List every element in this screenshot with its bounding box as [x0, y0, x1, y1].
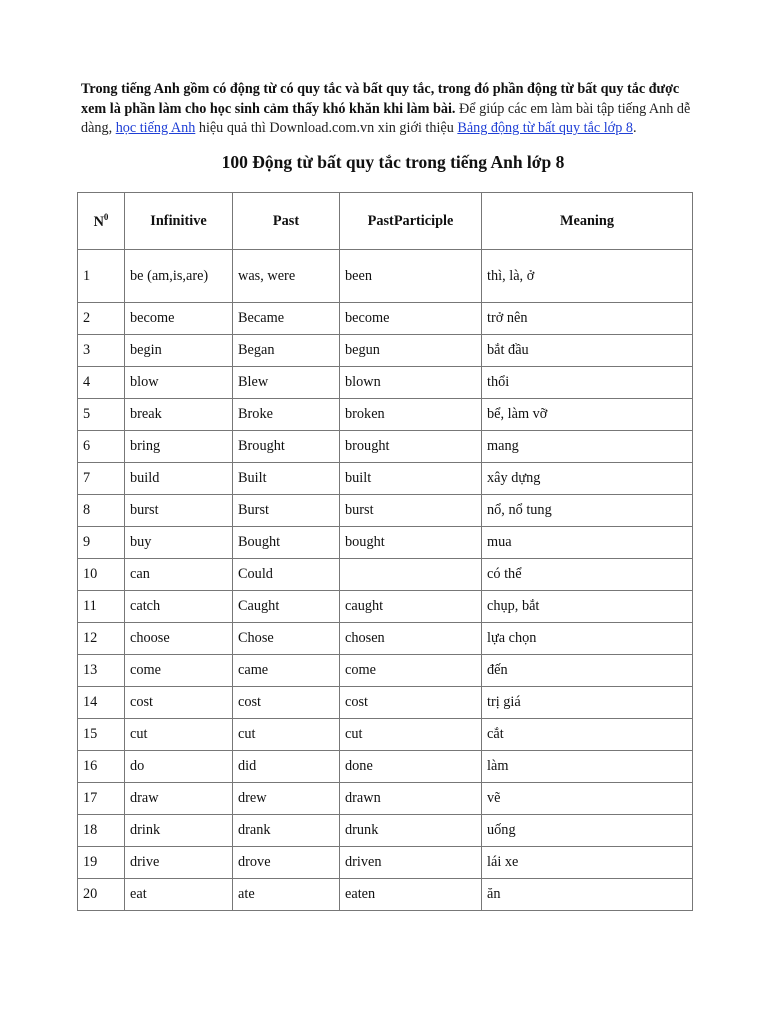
table-row	[78, 463, 693, 495]
cell-past: drew	[233, 783, 340, 815]
cell-past-participle: done	[340, 751, 482, 783]
cell-infinitive: eat	[125, 879, 233, 911]
cell-past: was, were	[233, 250, 340, 303]
cell-meaning: có thể	[482, 559, 693, 591]
cell-infinitive: begin	[125, 335, 233, 367]
cell-meaning: trở nên	[482, 303, 693, 335]
cell-infinitive: bring	[125, 431, 233, 463]
table-row	[78, 847, 693, 879]
cell-no: 3	[78, 335, 125, 367]
cell-past: ate	[233, 879, 340, 911]
irregular-verbs-grade8-link[interactable]: Bảng động từ bất quy tắc lớp 8	[457, 120, 633, 137]
cell-infinitive: buy	[125, 527, 233, 559]
cell-past: drove	[233, 847, 340, 879]
header-infinitive: Infinitive	[125, 193, 233, 250]
cell-past-participle	[340, 559, 482, 591]
table-row	[78, 303, 693, 335]
cell-past-participle: become	[340, 303, 482, 335]
table-row	[78, 495, 693, 527]
cell-no: 17	[78, 783, 125, 815]
cell-past: Burst	[233, 495, 340, 527]
cell-no: 11	[78, 591, 125, 623]
cell-meaning: bể, làm vỡ	[482, 399, 693, 431]
cell-infinitive: do	[125, 751, 233, 783]
cell-infinitive: become	[125, 303, 233, 335]
page-title: 100 Động từ bất quy tắc trong tiếng Anh lớp 8	[221, 152, 565, 172]
cell-past-participle: drawn	[340, 783, 482, 815]
cell-past: Blew	[233, 367, 340, 399]
cell-infinitive: cut	[125, 719, 233, 751]
cell-past: Broke	[233, 399, 340, 431]
cell-past: Caught	[233, 591, 340, 623]
table-row	[78, 591, 693, 623]
cell-no: 19	[78, 847, 125, 879]
intro-text-1: Để giúp các em làm bài tập tiếng Anh dễ dàng,	[81, 100, 691, 137]
cell-infinitive: blow	[125, 367, 233, 399]
cell-no: 20	[78, 879, 125, 911]
cell-past: Could	[233, 559, 340, 591]
cell-meaning: thì, là, ở	[482, 250, 693, 303]
cell-past: drank	[233, 815, 340, 847]
table-row	[78, 879, 693, 911]
cell-past: Built	[233, 463, 340, 495]
cell-past-participle: come	[340, 655, 482, 687]
cell-infinitive: drink	[125, 815, 233, 847]
cell-infinitive: choose	[125, 623, 233, 655]
cell-past-participle: burst	[340, 495, 482, 527]
cell-past: Bought	[233, 527, 340, 559]
table-row	[78, 335, 693, 367]
cell-past: did	[233, 751, 340, 783]
cell-no: 8	[78, 495, 125, 527]
cell-meaning: cắt	[482, 719, 693, 751]
cell-meaning: thổi	[482, 367, 693, 399]
cell-past: Chose	[233, 623, 340, 655]
cell-meaning: đến	[482, 655, 693, 687]
table-row	[78, 527, 693, 559]
cell-infinitive: draw	[125, 783, 233, 815]
cell-meaning: nổ, nổ tung	[482, 495, 693, 527]
cell-no: 7	[78, 463, 125, 495]
cell-meaning: bắt đầu	[482, 335, 693, 367]
cell-meaning: vẽ	[482, 783, 693, 815]
cell-meaning: chụp, bắt	[482, 591, 693, 623]
cell-no: 4	[78, 367, 125, 399]
cell-no: 9	[78, 527, 125, 559]
table-row	[78, 783, 693, 815]
cell-no: 1	[78, 250, 125, 303]
table-row	[78, 399, 693, 431]
table-row	[78, 431, 693, 463]
header-past: Past	[233, 193, 340, 250]
cell-no: 18	[78, 815, 125, 847]
intro-text-3: .	[632, 120, 637, 137]
irregular-verbs-table	[77, 192, 693, 911]
cell-infinitive: drive	[125, 847, 233, 879]
cell-infinitive: build	[125, 463, 233, 495]
table-row	[78, 655, 693, 687]
cell-past-participle: bought	[340, 527, 482, 559]
cell-meaning: uống	[482, 815, 693, 847]
cell-past-participle: cost	[340, 687, 482, 719]
cell-past-participle: chosen	[340, 623, 482, 655]
table-row	[78, 367, 693, 399]
cell-meaning: làm	[482, 751, 693, 783]
cell-past-participle: drunk	[340, 815, 482, 847]
cell-infinitive: come	[125, 655, 233, 687]
table-row	[78, 815, 693, 847]
header-meaning: Meaning	[482, 193, 693, 250]
cell-infinitive: be (am,is,are)	[125, 250, 233, 303]
cell-meaning: mang	[482, 431, 693, 463]
header-no: $N^0$	[78, 193, 125, 250]
header-past-participle: PastParticiple	[340, 193, 482, 250]
cell-past: Brought	[233, 431, 340, 463]
cell-past-participle: been	[340, 250, 482, 303]
cell-infinitive: break	[125, 399, 233, 431]
table-row	[78, 687, 693, 719]
cell-past: Became	[233, 303, 340, 335]
cell-no: 14	[78, 687, 125, 719]
cell-past-participle: blown	[340, 367, 482, 399]
cell-past-participle: brought	[340, 431, 482, 463]
cell-no: 10	[78, 559, 125, 591]
cell-no: 16	[78, 751, 125, 783]
cell-infinitive: burst	[125, 495, 233, 527]
cell-past-participle: cut	[340, 719, 482, 751]
cell-meaning: ăn	[482, 879, 693, 911]
table-row	[78, 559, 693, 591]
cell-infinitive: catch	[125, 591, 233, 623]
cell-meaning: lựa chọn	[482, 623, 693, 655]
cell-past: cut	[233, 719, 340, 751]
cell-meaning: xây dựng	[482, 463, 693, 495]
intro-bold-text: Trong tiếng Anh gồm có động từ có quy tắc và bất quy tắc, trong đó phần động từ bất quy tắc được xem là phần làm cho học sinh cảm thấy khó khăn khi làm bài.	[81, 81, 680, 117]
table-row	[78, 751, 693, 783]
table-row	[78, 719, 693, 751]
cell-no: 12	[78, 623, 125, 655]
cell-no: 15	[78, 719, 125, 751]
cell-past: came	[233, 655, 340, 687]
cell-past-participle: broken	[340, 399, 482, 431]
table-row	[78, 250, 693, 303]
cell-past-participle: eaten	[340, 879, 482, 911]
cell-meaning: lái xe	[482, 847, 693, 879]
cell-no: 13	[78, 655, 125, 687]
learn-english-link[interactable]: học tiếng Anh	[115, 120, 196, 137]
cell-past-participle: begun	[340, 335, 482, 367]
cell-past: cost	[233, 687, 340, 719]
cell-no: 2	[78, 303, 125, 335]
cell-meaning: mua	[482, 527, 693, 559]
cell-infinitive: can	[125, 559, 233, 591]
intro-text-2: hiệu quả thì Download.com.vn xin giới thiệu	[195, 120, 458, 137]
cell-past-participle: caught	[340, 591, 482, 623]
cell-meaning: trị giá	[482, 687, 693, 719]
cell-past-participle: driven	[340, 847, 482, 879]
cell-no: 5	[78, 399, 125, 431]
table-header-row	[78, 193, 693, 250]
table-row	[78, 623, 693, 655]
cell-no: 6	[78, 431, 125, 463]
cell-past-participle: built	[340, 463, 482, 495]
cell-past: Began	[233, 335, 340, 367]
cell-infinitive: cost	[125, 687, 233, 719]
intro-paragraph	[81, 80, 701, 139]
